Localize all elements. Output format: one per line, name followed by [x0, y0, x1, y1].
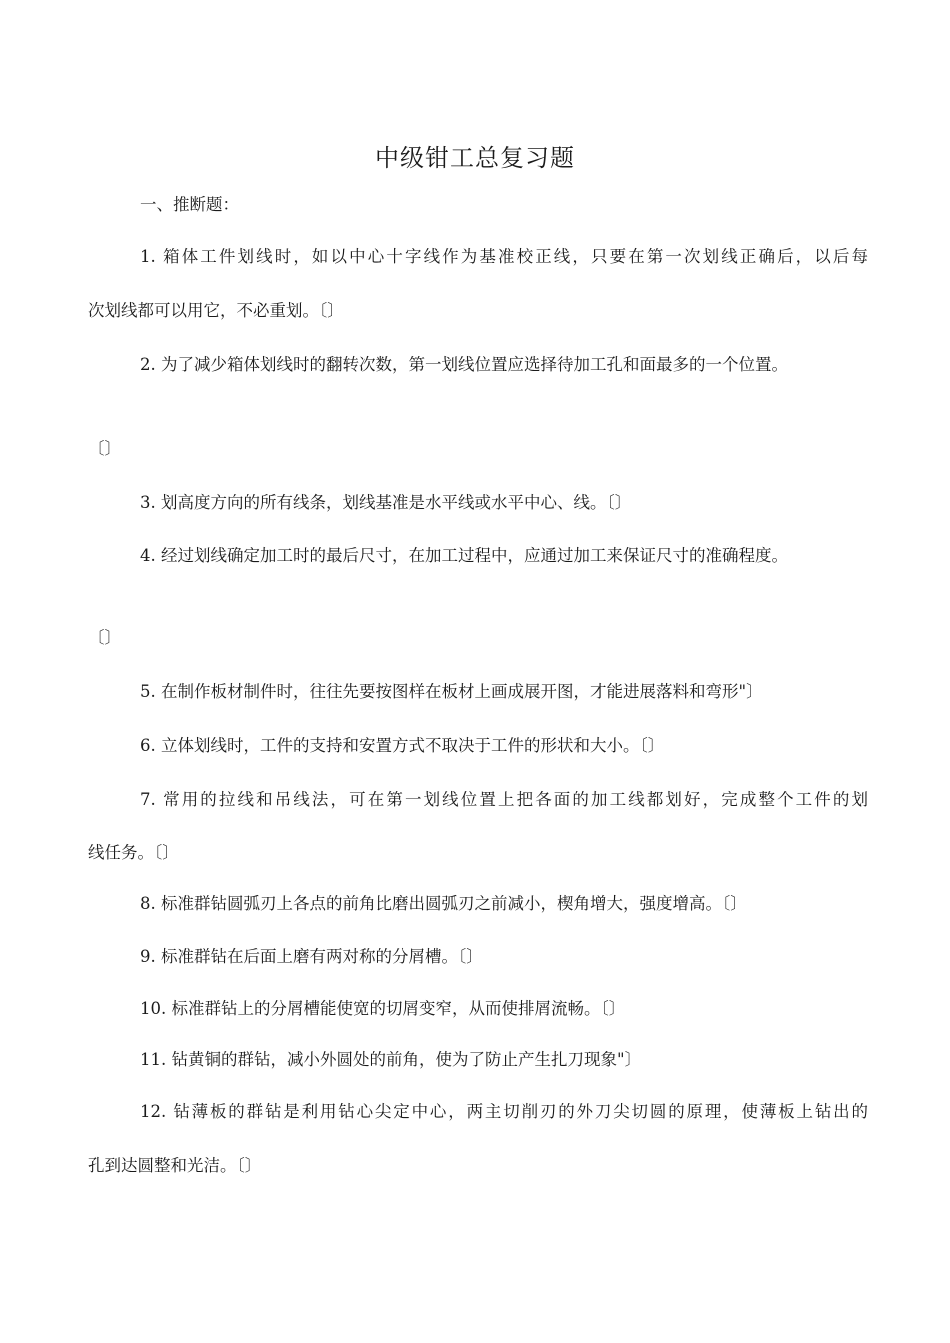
question-3: 3. 划高度方向的所有线条，划线基准是水平线或水平中心、线。〔〕: [140, 493, 632, 512]
question-10: 10. 标准群钻上的分屑槽能使宽的切屑变窄，从而使排屑流畅。〔〕: [140, 999, 626, 1018]
question-4-line-1: 4. 经过划线确定加工时的最后尺寸，在加工过程中，应通过加工来保证尺寸的准确程度。: [140, 546, 788, 565]
question-8: 8. 标准群钻圆弧刃上各点的前角比磨出圆弧刃之前减小，楔角增大，强度增高。〔〕: [140, 894, 747, 913]
question-6: 6. 立体划线时，工件的支持和安置方式不取决于工件的形状和大小。〔〕: [140, 736, 665, 755]
question-9: 9. 标准群钻在后面上磨有两对称的分屑槽。〔〕: [140, 947, 483, 966]
question-1-line-1: 1. 箱体工件划线时，如以中心十字线作为基准校正线，只要在第一次划线正确后，以后每: [140, 247, 868, 266]
question-11: 11. 钻黄铜的群钻，减小外圆处的前角，使为了防止产生扎刀现象"〕: [140, 1050, 642, 1069]
section-heading: 一、推断题：: [140, 195, 239, 214]
question-7-line-1: 7. 常用的拉线和吊线法，可在第一划线位置上把各面的加工线都划好，完成整个工件的划: [140, 790, 868, 809]
question-2-line-2: 〔〕: [88, 439, 121, 458]
question-1-line-2: 次划线都可以用它，不必重划。〔〕: [88, 301, 344, 320]
question-2-line-1: 2. 为了减少箱体划线时的翻转次数，第一划线位置应选择待加工孔和面最多的一个位置。: [140, 355, 788, 374]
question-4-line-2: 〔〕: [88, 628, 121, 647]
question-12-line-2: 孔到达圆整和光洁。〔〕: [88, 1156, 262, 1175]
question-5: 5. 在制作板材制件时，往往先要按图样在板材上画成展开图，才能进展落料和弯形"〕: [140, 682, 763, 701]
question-12-line-1: 12. 钻薄板的群钻是利用钻心尖定中心，两主切削刃的外刀尖切圆的原理，使薄板上钻出的: [140, 1102, 868, 1121]
question-7-line-2: 线任务。〔〕: [88, 843, 179, 862]
document-title: 中级钳工总复习题: [375, 144, 575, 172]
